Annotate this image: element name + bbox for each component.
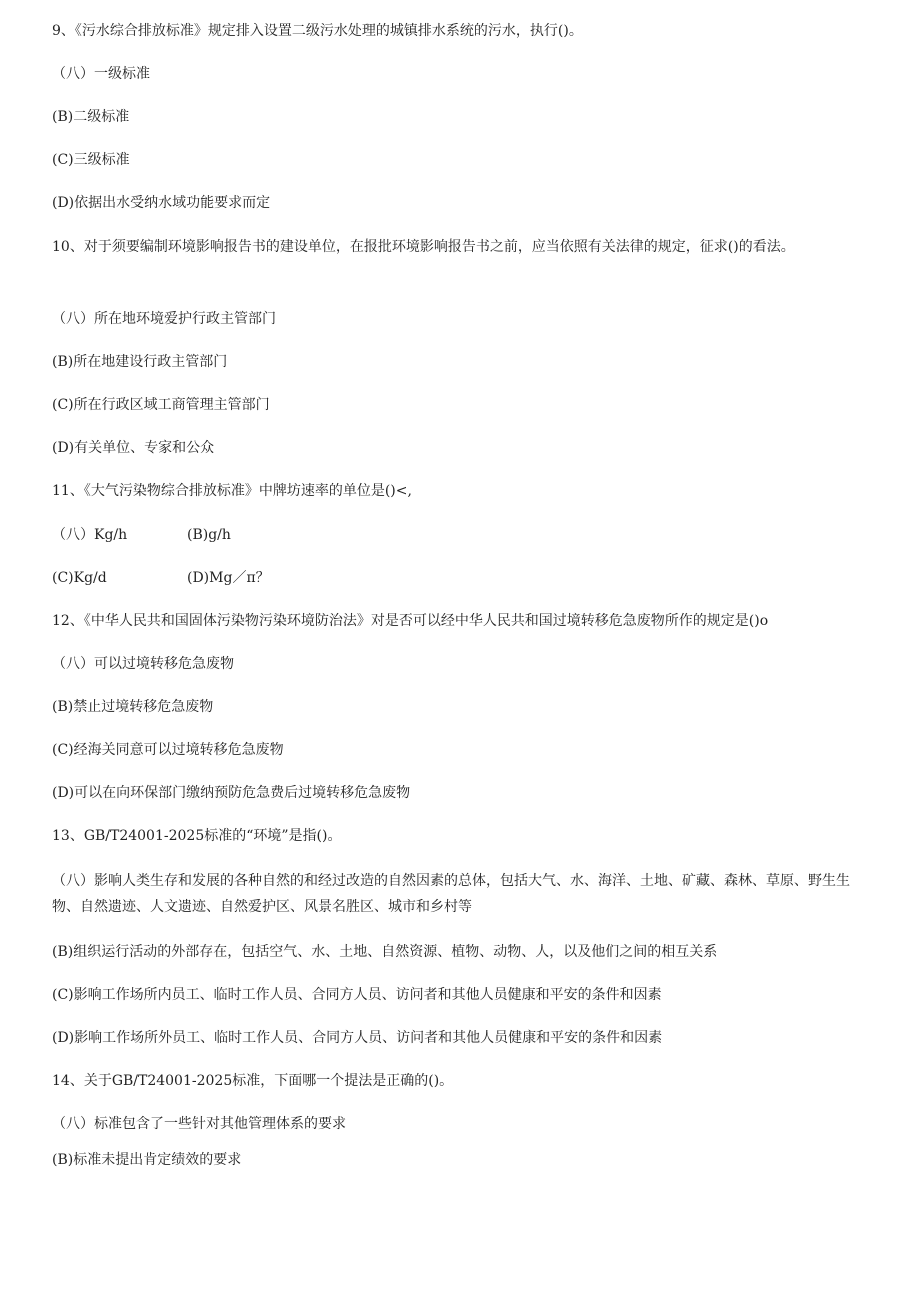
question-13-option-d: (D)影响工作场所外员工、临时工作人员、合同方人员、访问者和其他人员健康和平安的条件和因素 — [52, 1030, 663, 1046]
question-11-option-a: （八）Kg/h — [52, 527, 128, 543]
question-14-stem: 14、关于GB/T24001-2025标准，下面哪一个提法是正确的()。 — [52, 1073, 454, 1089]
question-9-stem: 9、《污水综合排放标准》规定排入设置二级污水处理的城镇排水系统的污水，执行()。 — [52, 23, 583, 39]
question-11-option-row-1 — [52, 521, 867, 549]
question-11-option-c: (C)Kg/d — [52, 570, 107, 586]
question-14-option-a: （八）标准包含了一些针对其他管理体系的要求 — [52, 1116, 346, 1132]
question-11-option-b: (B)g/h — [187, 527, 231, 543]
question-10-option-d: (D)有关单位、专家和公众 — [52, 440, 215, 456]
question-12-option-a: （八）可以过境转移危急废物 — [52, 656, 234, 672]
question-10-stem: 10、对于须要编制环境影响报告书的建设单位，在报批环境影响报告书之前，应当依照有关法律的规定，征求()的看法。 — [52, 239, 795, 255]
question-10-option-c: (C)所在行政区域工商管理主管部门 — [52, 397, 270, 413]
question-10-option-b: (B)所在地建设行政主管部门 — [52, 354, 228, 370]
question-12-option-d: (D)可以在向环保部门缴纳预防危急费后过境转移危急废物 — [52, 785, 411, 801]
question-9-option-a: （八）一级标准 — [52, 66, 150, 82]
question-13-option-a: （八）影响人类生存和发展的各种自然的和经过改造的自然因素的总体，包括大气、水、海洋、土地、矿藏、森林、草原、野生生物、自然遗迹、人文遗迹、自然爱护区、风景名胜区、城市和乡村等 — [52, 873, 850, 915]
question-9-option-d: (D)依据出水受纳水域功能要求而定 — [52, 195, 271, 211]
question-9-option-b: (B)二级标准 — [52, 109, 130, 125]
question-12-stem: 12、《中华人民共和国固体污染物污染环境防治法》对是否可以经中华人民共和国过境转移危急废物所作的规定是()o — [52, 613, 769, 629]
question-12-option-b: (B)禁止过境转移危急废物 — [52, 699, 214, 715]
question-11-stem: 11、《大气污染物综合排放标准》中牌坊速率的单位是()<, — [52, 483, 412, 499]
question-9-option-c: (C)三级标准 — [52, 152, 130, 168]
question-11-option-row-2 — [52, 564, 867, 592]
question-13-stem: 13、GB/T24001-2025标准的“环境”是指()。 — [52, 828, 342, 844]
question-10-option-a: （八）所在地环境爱护行政主管部门 — [52, 311, 276, 327]
question-11-option-d: (D)Mg／π？ — [187, 570, 270, 586]
question-13-option-b: (B)组织运行活动的外部存在，包括空气、水、土地、自然资源、植物、动物、人，以及他们之间的相互关系 — [52, 944, 718, 960]
question-12-option-c: (C)经海关同意可以过境转移危急废物 — [52, 742, 284, 758]
question-13-option-c: (C)影响工作场所内员工、临时工作人员、合同方人员、访问者和其他人员健康和平安的条件和因素 — [52, 987, 662, 1003]
question-14-option-b: (B)标准未提出肯定绩效的要求 — [52, 1152, 242, 1168]
